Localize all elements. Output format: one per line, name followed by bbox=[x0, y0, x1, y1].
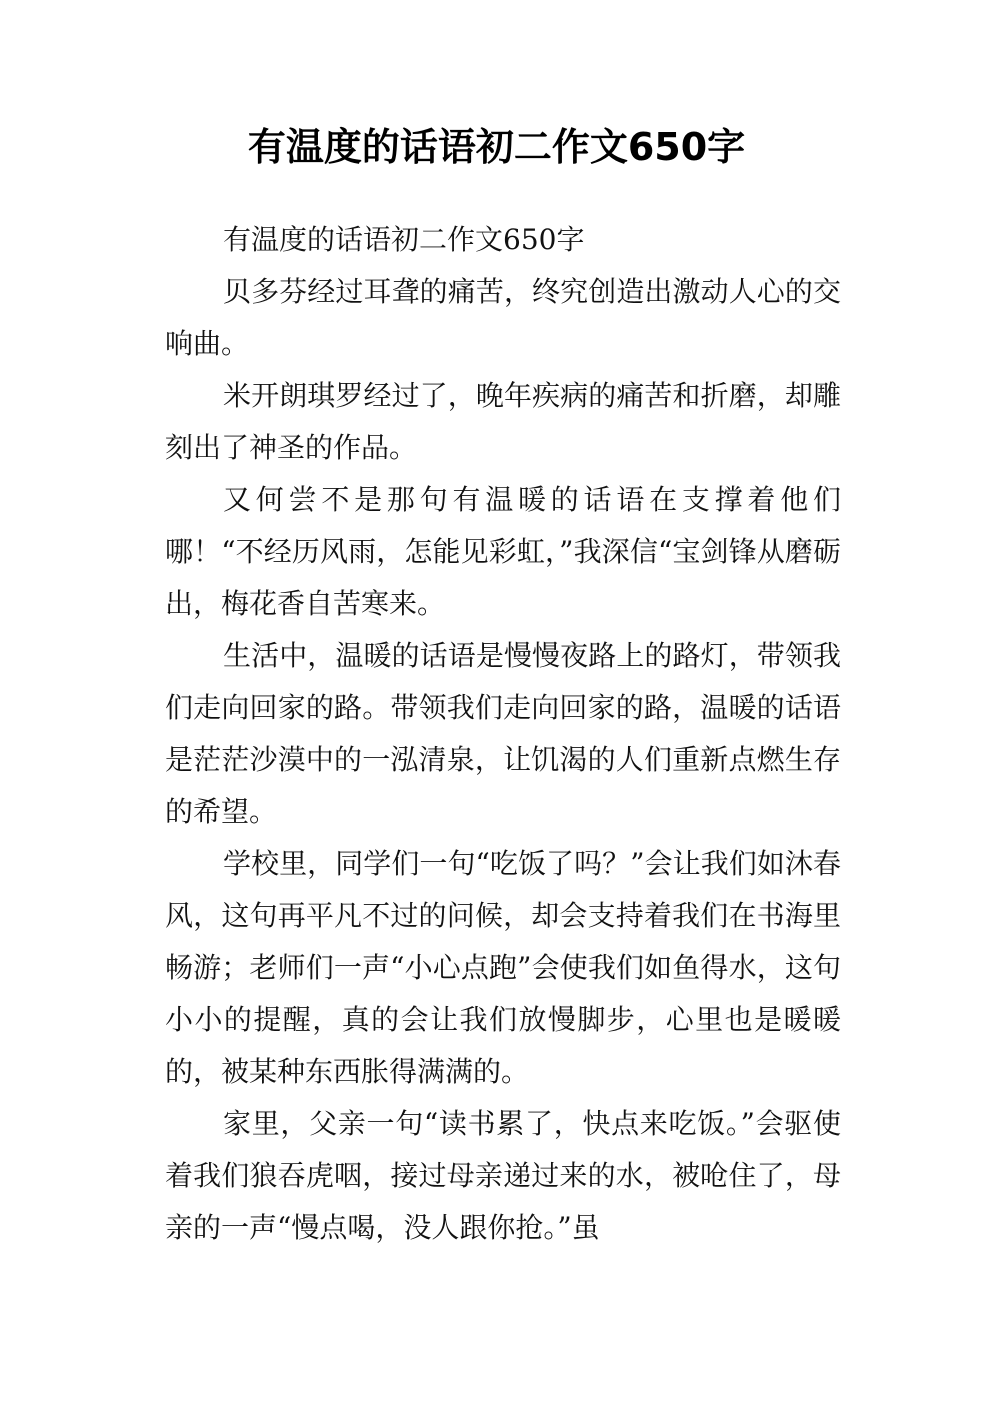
paragraph: 生活中，温暖的话语是慢慢夜路上的路灯，带领我们走向回家的路。带领我们走向回家的路，温暖的话语是茫茫沙漠中的一泓清泉，让饥渴的人们重新点燃生存的希望。 bbox=[165, 639, 841, 828]
paragraph: 贝多芬经过耳聋的痛苦，终究创造出激动人心的交响曲。 bbox=[165, 275, 841, 360]
paragraph: 米开朗琪罗经过了，晚年疾病的痛苦和折磨，却雕刻出了神圣的作品。 bbox=[165, 379, 841, 464]
paragraph: 家里，父亲一句“读书累了，快点来吃饭。”会驱使着我们狼吞虎咽，接过母亲递过来的水，被呛住了，母亲的一声“慢点喝，没人跟你抢。”虽 bbox=[165, 1107, 841, 1244]
paragraph: 又何尝不是那句有温暖的话语在支撑着他们哪！“不经历风雨，怎能见彩虹，”我深信“宝剑锋从磨砺出，梅花香自苦寒来。 bbox=[165, 483, 841, 620]
paragraph: 有温度的话语初二作文650字 bbox=[223, 223, 585, 256]
document-body bbox=[165, 214, 841, 1254]
document-title: 有温度的话语初二作文650字 bbox=[247, 125, 746, 169]
paragraph: 学校里，同学们一句“吃饭了吗？”会让我们如沐春风，这句再平凡不过的问候，却会支持着我们在书海里畅游；老师们一声“小心点跑”会使我们如鱼得水，这句小小的提醒，真的会让我们放慢脚步，心里也是暖暖的，被某种东西胀得满满的。 bbox=[165, 847, 841, 1088]
